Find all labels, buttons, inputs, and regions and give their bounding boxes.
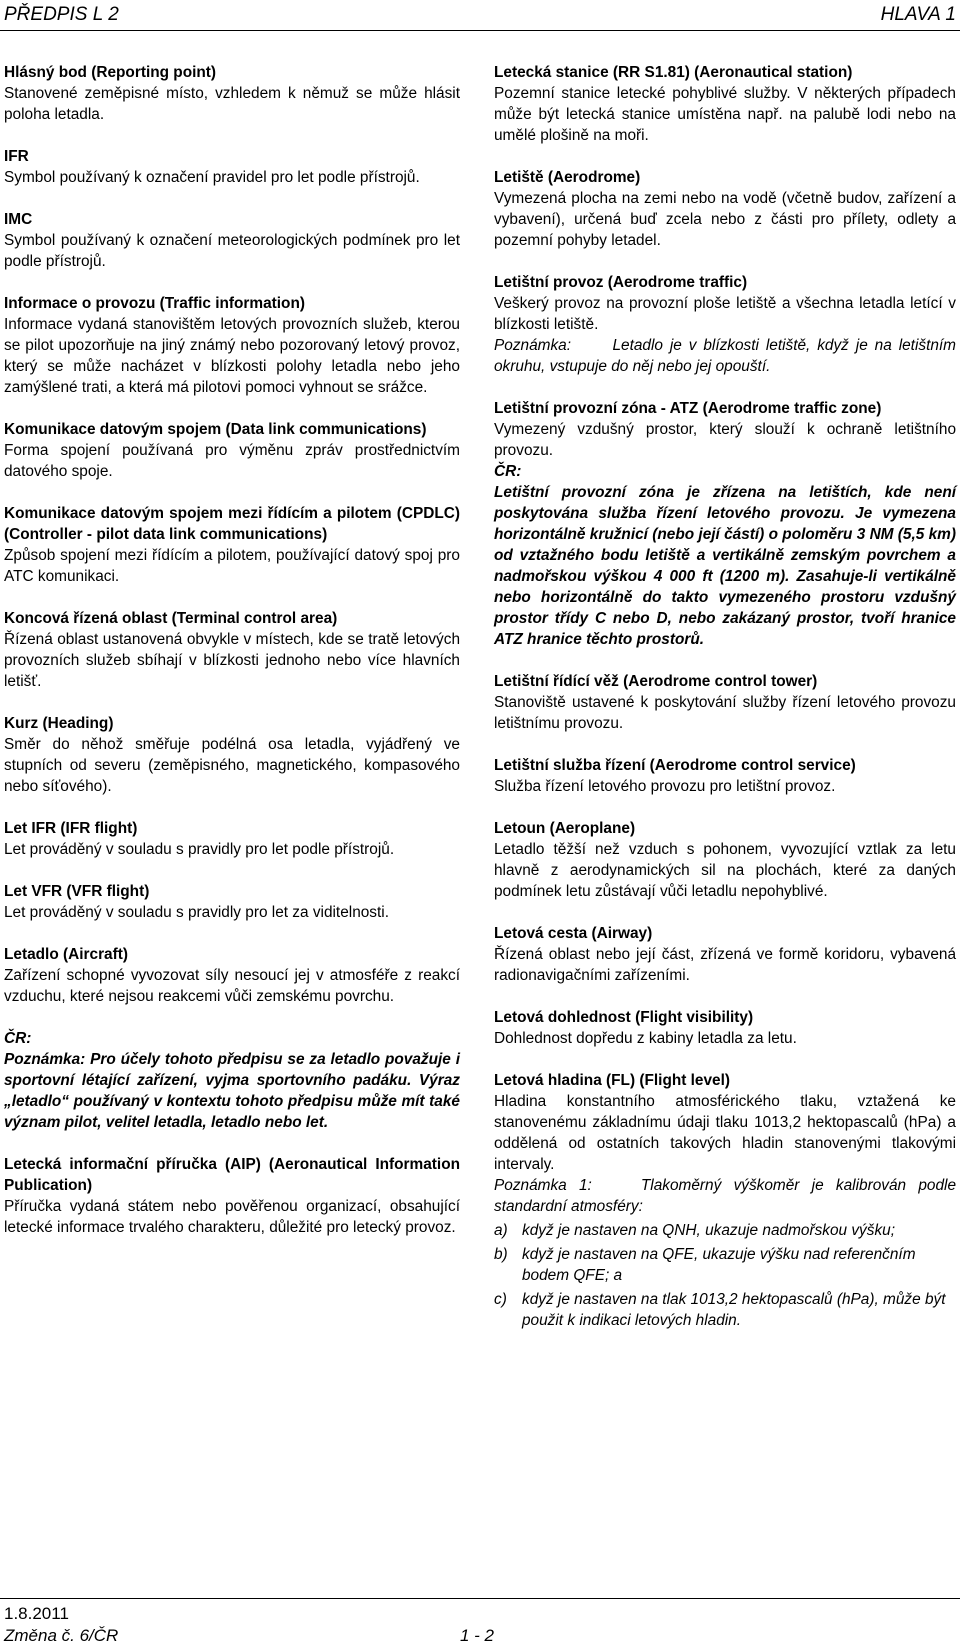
definition: Symbol používaný k označení meteorologických podmínek pro let podle přístrojů. xyxy=(4,232,460,270)
note xyxy=(494,1175,956,1217)
definition-entry xyxy=(494,755,956,797)
definition: Zařízení schopné vyvozovat síly nesoucí jej v atmosféře z reakcí vzduchu, které nejsou reakcemi vůči zemskému povrchu. xyxy=(4,967,460,1005)
list-item-text: když je nastaven na QFE, ukazuje výšku nad referenčním bodem QFE; a xyxy=(522,1246,916,1284)
definition: Řízená oblast nebo její část, zřízená ve formě koridoru, vybavená radionavigačními zařízeními. xyxy=(494,946,956,984)
definition: Způsob spojení mezi řídícím a pilotem, používající datový spoj pro ATC komunikaci. xyxy=(4,547,460,585)
definition-entry xyxy=(494,167,956,251)
definition-entry xyxy=(4,944,460,1007)
term: Informace o provozu (Traffic information) xyxy=(4,295,305,312)
list-item-text: když je nastaven na QNH, ukazuje nadmořskou výšku; xyxy=(522,1222,895,1239)
term: Koncová řízená oblast (Terminal control area) xyxy=(4,610,338,627)
term: Letištní provoz (Aerodrome traffic) xyxy=(494,274,748,291)
definition-entry xyxy=(494,818,956,902)
definition-entry xyxy=(4,713,460,797)
term: Letoun (Aeroplane) xyxy=(494,820,636,837)
term: Letištní provozní zóna - ATZ (Aerodrome traffic zone) xyxy=(494,400,882,417)
definition: Forma spojení používaná pro výměnu zpráv prostřednictvím datového spoje. xyxy=(4,442,460,480)
term: Letecká stanice (RR S1.81) (Aeronautical station) xyxy=(494,64,853,81)
definition-entry xyxy=(4,419,460,482)
list-marker: a) xyxy=(494,1222,508,1239)
header-rule xyxy=(0,30,960,31)
definition-entry xyxy=(494,923,956,986)
cr-label: ČR: xyxy=(494,463,522,480)
definition-entry xyxy=(4,1154,460,1238)
definition: Informace vydaná stanovištěm letových provozních služeb, kterou se pilot upozorňuje na jiný známý nebo pozorovaný letový provoz, který se může nacházet v blízkosti polohy letadla nebo jeho zamýšlené trati, a která má pilotovi pomoci vyhnout se srážce. xyxy=(4,316,460,396)
term: Letová dohlednost (Flight visibility) xyxy=(494,1009,754,1026)
term: Hlásný bod (Reporting point) xyxy=(4,64,217,81)
definition: Letadlo těžší než vzduch s pohonem, vyvozující vztlak za letu hlavně z aerodynamických sil na plochách, které za daných podmínek letu zůstávají vůči letadlu nepohyblivé. xyxy=(494,841,956,900)
definition: Stanovené zeměpisné místo, vzhledem k němuž se může hlásit poloha letadla. xyxy=(4,85,460,123)
term: Letecká informační příručka (AIP) (Aeronautical Information Publication) xyxy=(4,1156,460,1194)
definition-entry xyxy=(494,671,956,734)
note-label: Poznámka: xyxy=(494,337,571,354)
definition-entry xyxy=(4,293,460,398)
note xyxy=(494,335,956,377)
cr-note-text: Letištní provozní zóna je zřízena na letištích, kde není poskytována služba řízení letového provozu. Je vymezena horizontálně kružnicí (nebo její částí) o poloměru 3 NM (5,5 km) od vztažného bodu letiště a vertikálně zemským povrchem a nadmořskou výškou 4 000 ft (1200 m). Zasahuje-li vertikálně nebo horizontálně do takto vymezeného prostoru vzdušný prostor třídy C nebo D, nebo zakázaný prostor, tvoří hranice ATZ hranice těchto prostorů. xyxy=(494,484,956,648)
definition: Řízená oblast ustanovená obvykle v místech, kde se tratě letových provozních služeb sbíhají v blízkosti jednoho nebo více hlavních letišť. xyxy=(4,631,460,690)
header-chapter: HLAVA 1 xyxy=(880,4,956,25)
definition-entry xyxy=(494,1007,956,1049)
list-item-text: když je nastaven na tlak 1013,2 hektopascalů (hPa), může být použit k indikaci letových hladin. xyxy=(522,1291,946,1329)
page-footer xyxy=(0,1598,960,1650)
page-header xyxy=(0,0,960,36)
footer-rule xyxy=(0,1598,960,1599)
definition-entry xyxy=(494,398,956,650)
definition: Let prováděný v souladu s pravidly pro let podle přístrojů. xyxy=(4,841,395,858)
definition: Let prováděný v souladu s pravidly pro let za viditelnosti. xyxy=(4,904,389,921)
definition: Služba řízení letového provozu pro letištní provoz. xyxy=(494,778,836,795)
left-column xyxy=(4,62,460,1259)
definition: Vymezený vzdušný prostor, který slouží k ochraně letištního provozu. xyxy=(494,421,956,459)
term: Letištní řídící věž (Aerodrome control tower) xyxy=(494,673,818,690)
definition-entry xyxy=(4,608,460,692)
term: IMC xyxy=(4,211,33,228)
definition: Stanoviště ustavené k poskytování služby řízení letového provozu letištnímu provozu. xyxy=(494,694,956,732)
list-marker: c) xyxy=(494,1291,507,1308)
term: Let IFR (IFR flight) xyxy=(4,820,138,837)
definition: Dohlednost dopředu z kabiny letadla za letu. xyxy=(494,1030,797,1047)
list-item xyxy=(494,1244,956,1286)
list-marker: b) xyxy=(494,1246,508,1263)
term: Komunikace datovým spojem mezi řídícím a pilotem (CPDLC) (Controller - pilot data link communications) xyxy=(4,505,460,543)
list-item xyxy=(494,1289,956,1331)
right-column xyxy=(494,62,956,1352)
definition-entry xyxy=(4,503,460,587)
definition-entry xyxy=(4,881,460,923)
cr-label: ČR: xyxy=(4,1030,32,1047)
term: Letová cesta (Airway) xyxy=(494,925,653,942)
note-label: Poznámka 1: xyxy=(494,1177,592,1194)
definition: Směr do něhož směřuje podélná osa letadla, vyjádřený ve stupních od severu (zeměpisného, magnetického, kompasového nebo síťového). xyxy=(4,736,460,795)
list-item xyxy=(494,1220,956,1241)
definition-entry xyxy=(494,1070,956,1331)
term: Letadlo (Aircraft) xyxy=(4,946,128,963)
footer-date: 1.8.2011 xyxy=(4,1604,69,1623)
footer-amendment: Změna č. 6/ČR xyxy=(4,1626,119,1645)
definition: Pozemní stanice letecké pohyblivé služby. V některých případech může být letecká stanice umístěna např. na palubě lodi nebo na umělé plošině na moři. xyxy=(494,85,956,144)
note-text: Letadlo je v blízkosti letiště, když je na letištním okruhu, vstupuje do něj nebo jej opouští. xyxy=(494,337,957,375)
definition-entry xyxy=(494,272,956,377)
definition: Symbol používaný k označení pravidel pro let podle přístrojů. xyxy=(4,169,420,186)
term: IFR xyxy=(4,148,29,165)
term: Letová hladina (FL) (Flight level) xyxy=(494,1072,730,1089)
definition-entry xyxy=(494,62,956,146)
term: Letiště (Aerodrome) xyxy=(494,169,641,186)
definition: Příručka vydaná státem nebo pověřenou organizací, obsahující letecké informace trvalého charakteru, důležité pro letecký provoz. xyxy=(4,1198,460,1236)
definition: Hladina konstantního atmosférického tlaku, vztažená ke stanovenému základnímu údaji tlaku 1013,2 hektopascalů (hPa) a oddělená od ostatních takových hladin stanovenými tlakovými intervaly. xyxy=(494,1093,956,1173)
page-number: 1 - 2 xyxy=(460,1626,495,1645)
definition-entry xyxy=(4,146,460,188)
term: Komunikace datovým spojem (Data link communications) xyxy=(4,421,427,438)
cr-note-block xyxy=(4,1028,460,1133)
header-regulation: PŘEDPIS L 2 xyxy=(4,4,119,25)
definition-entry xyxy=(4,209,460,272)
term: Kurz (Heading) xyxy=(4,715,114,732)
definition: Veškerý provoz na provozní ploše letiště a všechna letadla letící v blízkosti letiště. xyxy=(494,295,956,333)
definition: Vymezená plocha na zemi nebo na vodě (včetně budov, zařízení a vybavení), určená buď zcela nebo z části pro přílety, odlety a pozemní pohyby letadel. xyxy=(494,190,956,249)
definition-entry xyxy=(4,62,460,125)
note-text: Tlakoměrný výškoměr je kalibrován podle standardní atmosféry: xyxy=(494,1177,957,1215)
cr-note-text: Poznámka: Pro účely tohoto předpisu se za letadlo považuje i sportovní létající zařízení, vyjma sportovního padáku. Výraz „letadlo“ používaný v kontextu tohoto předpisu může mít také význam pilot, velitel letadla, letadlo nebo let. xyxy=(4,1051,460,1131)
term: Let VFR (VFR flight) xyxy=(4,883,150,900)
term: Letištní služba řízení (Aerodrome control service) xyxy=(494,757,856,774)
definition-entry xyxy=(4,818,460,860)
